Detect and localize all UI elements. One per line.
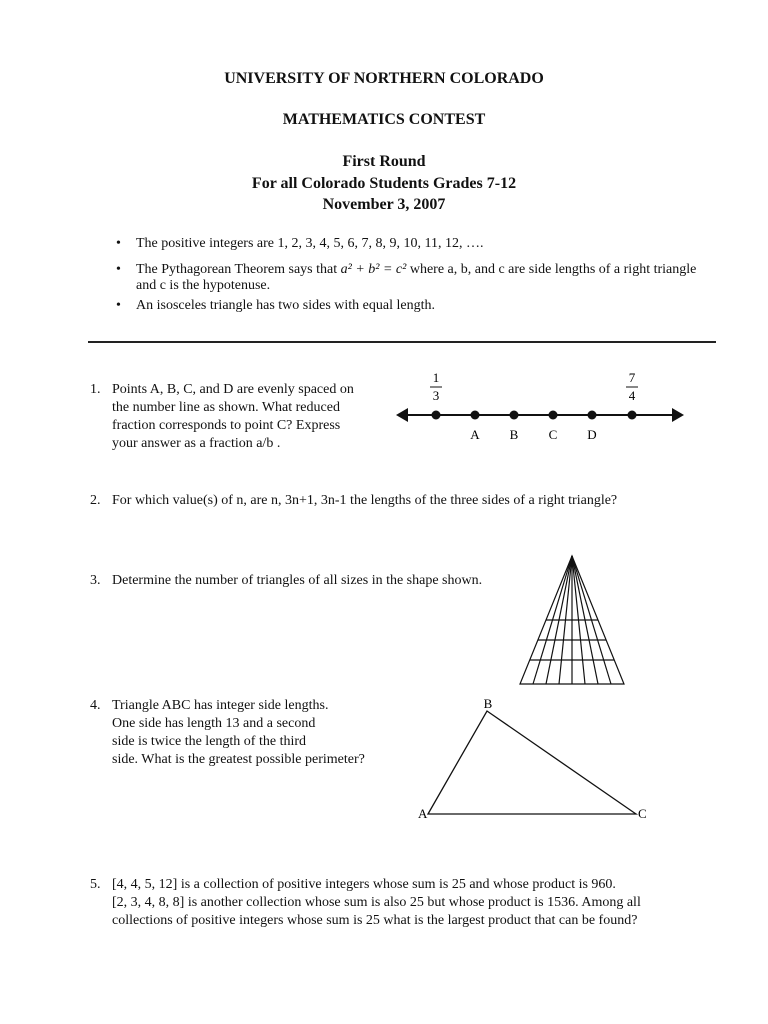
bullet-icon: • [116, 262, 121, 277]
problem-3: 3. Determine the number of triangles of all sizes in the shape shown. [90, 573, 483, 588]
label-d: D [587, 427, 597, 442]
vertex-b-label: B [483, 696, 493, 711]
label-b: B [509, 427, 519, 442]
section-divider [88, 341, 716, 343]
arrow-right-icon [672, 408, 684, 422]
note-item: • The positive integers are 1, 2, 3, 4, 5, 6, 7, 8, 9, 10, 11, 12, …. [116, 236, 484, 251]
left-fraction-numerator: 1 [432, 370, 440, 385]
point-right-fraction [628, 411, 637, 420]
problem-1: 1. Points A, B, C, and D are evenly spaced on the number line as shown. What reduced fraction corresponds to point C? Express your answer as a fraction a/b . [90, 382, 354, 451]
triangle-fan-figure [516, 554, 628, 690]
triangle-abc [428, 711, 636, 814]
problem-5: 5. [4, 4, 5, 12] is a collection of positive integers whose sum is 25 and whose product is 960. [2, 3, 4, 8, 8] is another collection whose sum is also 25 but whose product is 1536. Among all collections of positive integers whose sum is 25 what is the largest product that can be found? [90, 877, 641, 928]
number-line-figure [392, 366, 692, 446]
label-a: A [470, 427, 480, 442]
university-title: UNIVERSITY OF NORTHERN COLORADO [224, 70, 544, 87]
triangle-abc-figure [412, 694, 652, 826]
point-left-fraction [432, 411, 441, 420]
notes-list [112, 236, 712, 318]
bullet-icon: • [116, 298, 121, 313]
problem-4: 4. Triangle ABC has integer side lengths. One side has length 13 and a second side is twice the length of the third side. What is the greatest possible perimeter? [90, 698, 365, 767]
arrow-left-icon [396, 408, 408, 422]
date-title: November 3, 2007 [322, 196, 446, 213]
note-item: • The Pythagorean Theorem says that a² + b² = c² where a, b, and c are side lengths of a right triangle and c is the hypotenuse. [116, 262, 697, 293]
point-b [510, 411, 519, 420]
vertex-a-label: A [418, 806, 428, 821]
round-title: First Round [342, 153, 426, 170]
pythagorean-formula: a² + b² = c² [340, 262, 407, 277]
point-d [588, 411, 597, 420]
vertex-c-label: C [638, 806, 647, 821]
bullet-icon: • [116, 236, 121, 251]
label-c: C [548, 427, 558, 442]
note-item: • An isosceles triangle has two sides with equal length. [116, 298, 435, 313]
right-fraction-numerator: 7 [628, 370, 636, 385]
problem-2: 2. For which value(s) of n, are n, 3n+1, 3n-1 the lengths of the three sides of a right triangle? [90, 493, 618, 508]
audience-title: For all Colorado Students Grades 7-12 [251, 175, 517, 192]
point-c [549, 411, 558, 420]
point-a [471, 411, 480, 420]
right-fraction-denominator: 4 [628, 388, 636, 403]
left-fraction-denominator: 3 [432, 388, 440, 403]
contest-title: MATHEMATICS CONTEST [282, 111, 486, 128]
